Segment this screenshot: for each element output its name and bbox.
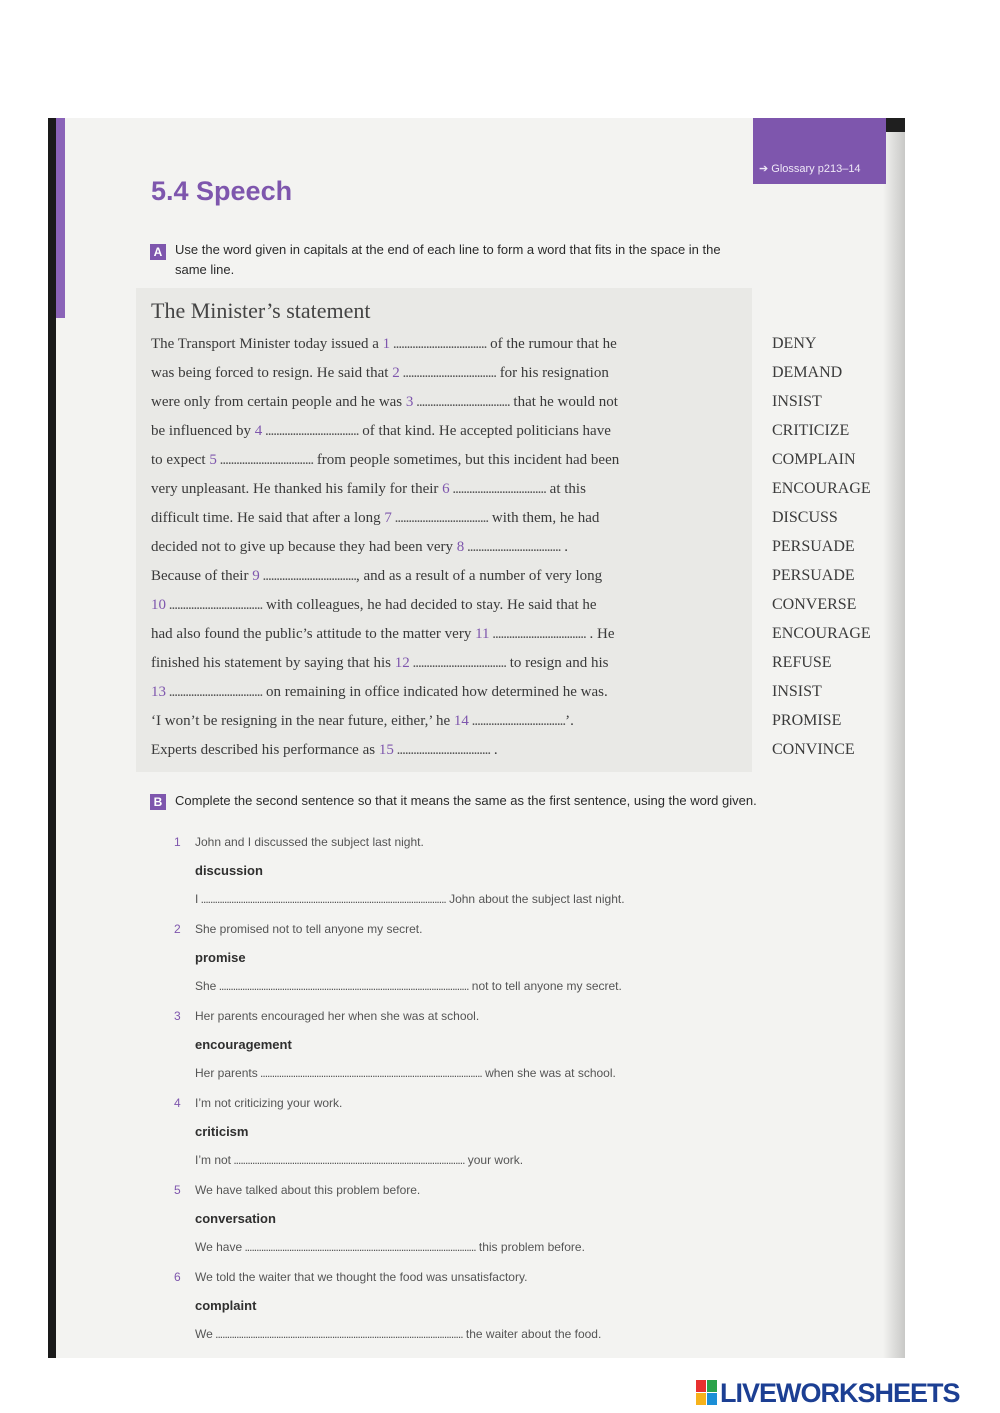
article-line bbox=[151, 423, 751, 440]
item-keyword: encouragement bbox=[195, 1037, 292, 1052]
article-title: The Minister’s statement bbox=[151, 298, 371, 323]
answer-suffix: when she was at school. bbox=[481, 1066, 616, 1080]
line-text-after: with colleagues, he had decided to stay. He said that he bbox=[262, 597, 597, 613]
section-a-instruction-line-1: Use the word given in capitals at the end of each line to form a word that fits in the space in the bbox=[175, 242, 721, 257]
answer-blank[interactable]: .................................. bbox=[391, 510, 489, 526]
item-keyword: discussion bbox=[195, 863, 263, 878]
gap-number: 8 bbox=[456, 539, 465, 555]
item-number: 1 bbox=[174, 835, 181, 849]
item-answer-line bbox=[195, 1066, 616, 1080]
gap-number: 3 bbox=[405, 394, 414, 410]
line-text-after: . bbox=[560, 539, 568, 555]
answer-prefix: I’m not bbox=[195, 1153, 232, 1167]
item-answer-line bbox=[195, 1153, 523, 1167]
article-line bbox=[151, 713, 751, 730]
article-line bbox=[151, 626, 751, 643]
capital-word: DISCUSS bbox=[772, 509, 838, 526]
line-text-after: ’. bbox=[565, 713, 574, 729]
item-answer-line bbox=[195, 1240, 585, 1254]
answer-suffix: not to tell anyone my secret. bbox=[468, 979, 622, 993]
answer-suffix: John about the subject last night. bbox=[445, 892, 625, 906]
item-keyword: criticism bbox=[195, 1124, 249, 1139]
answer-blank[interactable]: .................................. bbox=[468, 713, 566, 729]
line-text-after: that he would not bbox=[509, 394, 618, 410]
capital-word: CONVINCE bbox=[772, 741, 855, 758]
answer-prefix: Her parents bbox=[195, 1066, 258, 1080]
line-text-after: , and as a result of a number of very long bbox=[355, 568, 603, 584]
answer-blank[interactable]: .......................................................................................................... bbox=[212, 1327, 463, 1341]
article-line bbox=[151, 539, 751, 556]
capital-word: ENCOURAGE bbox=[772, 480, 871, 497]
capital-word: CRITICIZE bbox=[772, 422, 850, 439]
answer-blank[interactable]: ................................................................................................... bbox=[242, 1240, 476, 1254]
answer-suffix: your work. bbox=[464, 1153, 524, 1167]
capital-word: INSIST bbox=[772, 393, 822, 410]
line-text: finished his statement by saying that his bbox=[151, 655, 395, 671]
gap-number: 12 bbox=[394, 655, 410, 671]
line-text-after: with them, he had bbox=[488, 510, 600, 526]
answer-blank[interactable]: .................................. bbox=[413, 394, 510, 410]
item-sentence: Her parents encouraged her when she was at school. bbox=[195, 1009, 480, 1023]
item-sentence: John and I discussed the subject last night. bbox=[195, 835, 424, 849]
article-line bbox=[151, 684, 751, 701]
answer-blank[interactable]: .................................. bbox=[393, 742, 491, 758]
item-keyword: promise bbox=[195, 950, 246, 965]
answer-blank[interactable]: .................................. bbox=[166, 597, 263, 613]
answer-blank[interactable]: .................................. bbox=[216, 452, 314, 468]
answer-prefix: We bbox=[195, 1327, 213, 1341]
line-text-after: of that kind. He accepted politicians have bbox=[358, 423, 611, 439]
line-text: be influenced by bbox=[151, 423, 255, 439]
page-right-shadow bbox=[883, 118, 905, 1358]
article-line bbox=[151, 742, 751, 759]
item-number: 6 bbox=[174, 1270, 181, 1284]
glossary-reference: ➔ Glossary p213–14 bbox=[759, 163, 861, 175]
capital-word: DENY bbox=[772, 335, 817, 352]
item-number: 4 bbox=[174, 1096, 181, 1110]
answer-blank[interactable]: .................................. bbox=[409, 655, 506, 671]
line-text-after: . bbox=[490, 742, 498, 758]
item-sentence: We told the waiter that we thought the food was unsatisfactory. bbox=[195, 1270, 528, 1284]
gap-number: 11 bbox=[475, 626, 490, 642]
capital-word: ENCOURAGE bbox=[772, 625, 871, 642]
gap-number: 13 bbox=[151, 684, 166, 700]
article-line bbox=[151, 597, 751, 614]
article-line bbox=[151, 655, 751, 672]
capital-word: INSIST bbox=[772, 683, 822, 700]
gap-number: 15 bbox=[378, 742, 394, 758]
answer-blank[interactable]: ........................................................................................................... bbox=[216, 979, 469, 993]
capital-word: COMPLAIN bbox=[772, 451, 856, 468]
item-answer-line bbox=[195, 892, 625, 906]
answer-prefix: I bbox=[195, 892, 199, 906]
textbook-page bbox=[48, 118, 905, 1358]
article-line bbox=[151, 452, 751, 469]
item-keyword: conversation bbox=[195, 1211, 276, 1226]
section-b-badge: B bbox=[150, 794, 166, 810]
line-text: to expect bbox=[151, 452, 210, 468]
article-line bbox=[151, 336, 751, 353]
capital-word: DEMAND bbox=[772, 364, 843, 381]
line-text: decided not to give up because they had been very bbox=[151, 539, 457, 555]
line-text-after: . He bbox=[585, 626, 615, 642]
page-corner bbox=[886, 118, 905, 132]
gap-number: 4 bbox=[254, 423, 263, 439]
gap-number: 2 bbox=[392, 365, 400, 381]
article-line bbox=[151, 568, 751, 585]
line-text: difficult time. He said that after a long bbox=[151, 510, 385, 526]
item-sentence: I’m not criticizing your work. bbox=[195, 1096, 343, 1110]
answer-blank[interactable]: .................................. bbox=[449, 481, 546, 497]
section-b-instruction: Complete the second sentence so that it means the same as the first sentence, using the word given. bbox=[175, 793, 757, 808]
line-text-after: at this bbox=[545, 481, 586, 497]
section-a-instruction-line-2: same line. bbox=[175, 262, 235, 277]
line-text: Experts described his performance as bbox=[151, 742, 379, 758]
answer-blank[interactable]: ................................................................................................... bbox=[231, 1153, 465, 1167]
page-title: 5.4 Speech bbox=[151, 176, 293, 206]
page-color-marker bbox=[56, 118, 65, 318]
line-text-after: to resign and his bbox=[505, 655, 609, 671]
line-text: ‘I won’t be resigning in the near future, either,’ he bbox=[151, 713, 454, 729]
item-number: 5 bbox=[174, 1183, 181, 1197]
line-text-after: on remaining in office indicated how determined he was. bbox=[262, 684, 608, 700]
answer-blank[interactable]: .................................. bbox=[262, 423, 359, 439]
line-text: very unpleasant. He thanked his family for their bbox=[151, 481, 443, 497]
capital-word: PERSUADE bbox=[772, 567, 855, 584]
capital-word: PROMISE bbox=[772, 712, 842, 729]
capital-word: PERSUADE bbox=[772, 538, 855, 555]
answer-blank[interactable]: ......................................................................................................... bbox=[198, 892, 446, 906]
gap-number: 7 bbox=[384, 510, 392, 526]
gap-number: 10 bbox=[151, 597, 166, 613]
answer-suffix: this problem before. bbox=[475, 1240, 585, 1254]
article-line bbox=[151, 394, 751, 411]
article-line bbox=[151, 481, 751, 498]
answer-blank[interactable]: .................................. bbox=[390, 336, 487, 352]
brand-name: LIVEWORKSHEETS bbox=[720, 1378, 960, 1408]
item-number: 2 bbox=[174, 922, 181, 936]
line-text-after: for his resignation bbox=[495, 365, 609, 381]
page-binding-edge bbox=[48, 118, 56, 1358]
line-text-after: of the rumour that he bbox=[486, 336, 617, 352]
capital-word: REFUSE bbox=[772, 654, 832, 671]
item-number: 3 bbox=[174, 1009, 181, 1023]
gap-number: 14 bbox=[453, 713, 469, 729]
gap-number: 6 bbox=[442, 481, 450, 497]
answer-blank[interactable]: .................................. bbox=[259, 568, 356, 584]
glossary-tab bbox=[753, 118, 886, 184]
item-sentence: We have talked about this problem before. bbox=[195, 1183, 421, 1197]
line-text: were only from certain people and he was bbox=[151, 394, 406, 410]
line-text: Because of their bbox=[151, 568, 253, 584]
answer-blank[interactable]: ............................................................................................... bbox=[257, 1066, 482, 1080]
section-a-badge: A bbox=[150, 244, 166, 260]
answer-prefix: She bbox=[195, 979, 217, 993]
answer-blank[interactable]: .................................. bbox=[489, 626, 586, 642]
item-sentence: She promised not to tell anyone my secret. bbox=[195, 922, 423, 936]
item-answer-line bbox=[195, 1327, 601, 1341]
line-text: The Transport Minister today issued a bbox=[151, 336, 383, 352]
answer-suffix: the waiter about the food. bbox=[462, 1327, 602, 1341]
answer-blank[interactable]: .................................. bbox=[464, 539, 561, 555]
line-text: was being forced to resign. He said that bbox=[151, 365, 393, 381]
line-text: had also found the public’s attitude to the matter very bbox=[151, 626, 476, 642]
gap-number: 1 bbox=[382, 336, 391, 352]
gap-number: 5 bbox=[209, 452, 217, 468]
item-keyword: complaint bbox=[195, 1298, 257, 1313]
gap-number: 9 bbox=[252, 568, 260, 584]
answer-prefix: We have bbox=[195, 1240, 243, 1254]
answer-blank[interactable]: .................................. bbox=[399, 365, 496, 381]
item-answer-line bbox=[195, 979, 622, 993]
line-text-after: from people sometimes, but this incident had been bbox=[313, 452, 620, 468]
answer-blank[interactable]: .................................. bbox=[166, 684, 263, 700]
article-line bbox=[151, 510, 751, 527]
capital-word: CONVERSE bbox=[772, 596, 857, 613]
liveworksheets-logo-icon bbox=[696, 1380, 718, 1406]
article-line bbox=[151, 365, 751, 382]
